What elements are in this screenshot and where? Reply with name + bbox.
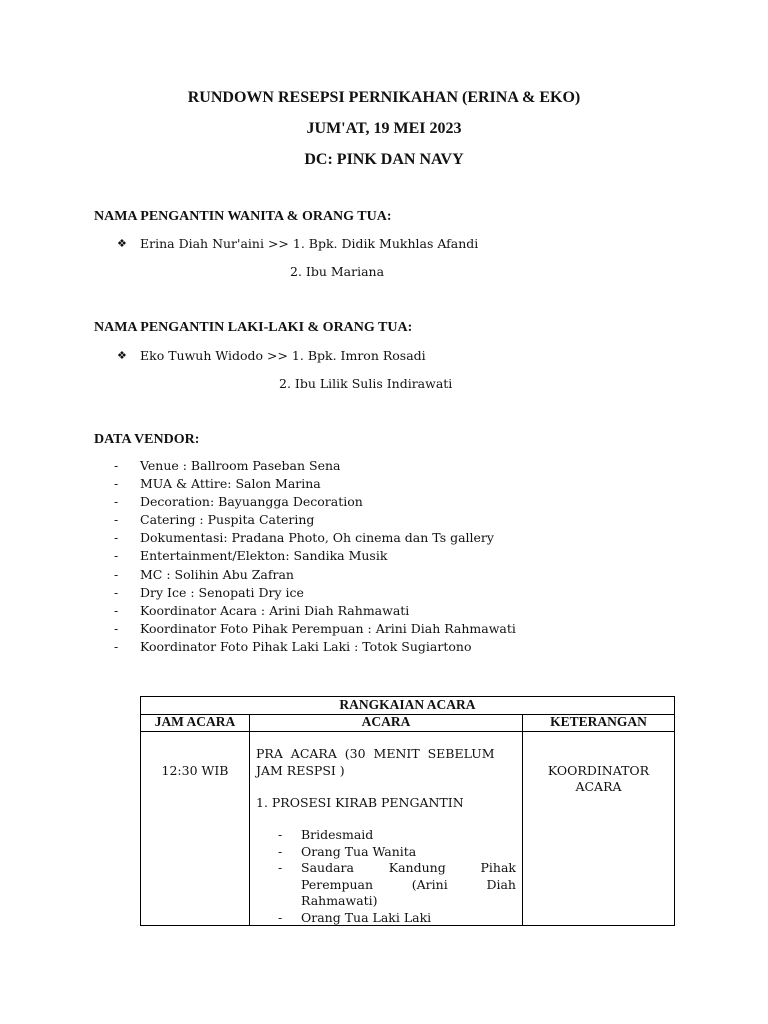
vendor-item: - Entertainment/Elekton: Sandika Musik <box>114 547 516 565</box>
document-title: RUNDOWN RESEPSI PERNIKAHAN (ERINA & EKO) <box>187 89 581 106</box>
bride-heading: NAMA PENGANTIN WANITA & ORANG TUA: <box>94 209 392 224</box>
event-date: JUM'AT, 19 MEI 2023 <box>306 120 462 137</box>
dress-code: DC: PINK DAN NAVY <box>304 151 464 168</box>
vendor-item: - MUA & Attire: Salon Marina <box>114 475 516 493</box>
column-header-time: JAM ACARA <box>154 714 236 729</box>
pre-event-line: PRA ACARA (30 MENIT SEBELUM <box>256 746 495 761</box>
vendor-item: - Venue : Ballroom Paseban Sena <box>114 457 516 475</box>
column-divider <box>249 714 250 925</box>
vendor-item: - Catering : Puspita Catering <box>114 511 516 529</box>
event-time: 12:30 WIB <box>161 763 229 778</box>
participant-item: - Saudara Kandung Pihak Perempuan (Arini Diah Rahmawati) <box>276 860 516 910</box>
vendor-item: - Koordinator Acara : Arini Diah Rahmawati <box>114 602 516 620</box>
table-divider <box>141 731 674 732</box>
vendor-item: - Koordinator Foto Pihak Perempuan : Arini Diah Rahmawati <box>114 620 516 638</box>
bride-mother-line: 2. Ibu Mariana <box>290 264 385 279</box>
table-title: RANGKAIAN ACARA <box>339 697 476 712</box>
participant-item: - Bridesmaid <box>276 827 516 844</box>
vendor-item: - Decoration: Bayuangga Decoration <box>114 493 516 511</box>
vendor-item: - Dokumentasi: Pradana Photo, Oh cinema dan Ts gallery <box>114 529 516 547</box>
note-line: KOORDINATOR <box>547 763 650 778</box>
vendor-item: - Dry Ice : Senopati Dry ice <box>114 584 516 602</box>
participant-item: - Orang Tua Wanita <box>276 844 516 861</box>
bride-line: Erina Diah Nur'aini >> 1. Bpk. Didik Mukhlas Afandi <box>140 236 479 251</box>
rundown-table <box>140 696 675 926</box>
diamond-bullet-icon: ❖ <box>117 237 127 250</box>
vendor-heading: DATA VENDOR: <box>94 432 200 447</box>
vendor-item: - Koordinator Foto Pihak Laki Laki : Totok Sugiartono <box>114 638 516 656</box>
vendor-item: - MC : Solihin Abu Zafran <box>114 566 516 584</box>
participant-list <box>276 827 516 926</box>
note-line: ACARA <box>575 779 622 794</box>
vendor-list <box>114 457 516 656</box>
column-header-event: ACARA <box>361 714 411 729</box>
groom-line: Eko Tuwuh Widodo >> 1. Bpk. Imron Rosadi <box>140 348 426 363</box>
diamond-bullet-icon: ❖ <box>117 349 127 362</box>
groom-mother-line: 2. Ibu Lilik Sulis Indirawati <box>279 376 453 391</box>
procession-title: 1. PROSESI KIRAB PENGANTIN <box>256 795 464 810</box>
pre-event-line: JAM RESPSI ) <box>256 763 345 778</box>
column-header-notes: KETERANGAN <box>550 714 647 729</box>
column-divider <box>522 714 523 925</box>
participant-item: - Orang Tua Laki Laki <box>276 910 516 927</box>
groom-heading: NAMA PENGANTIN LAKI-LAKI & ORANG TUA: <box>94 320 413 335</box>
